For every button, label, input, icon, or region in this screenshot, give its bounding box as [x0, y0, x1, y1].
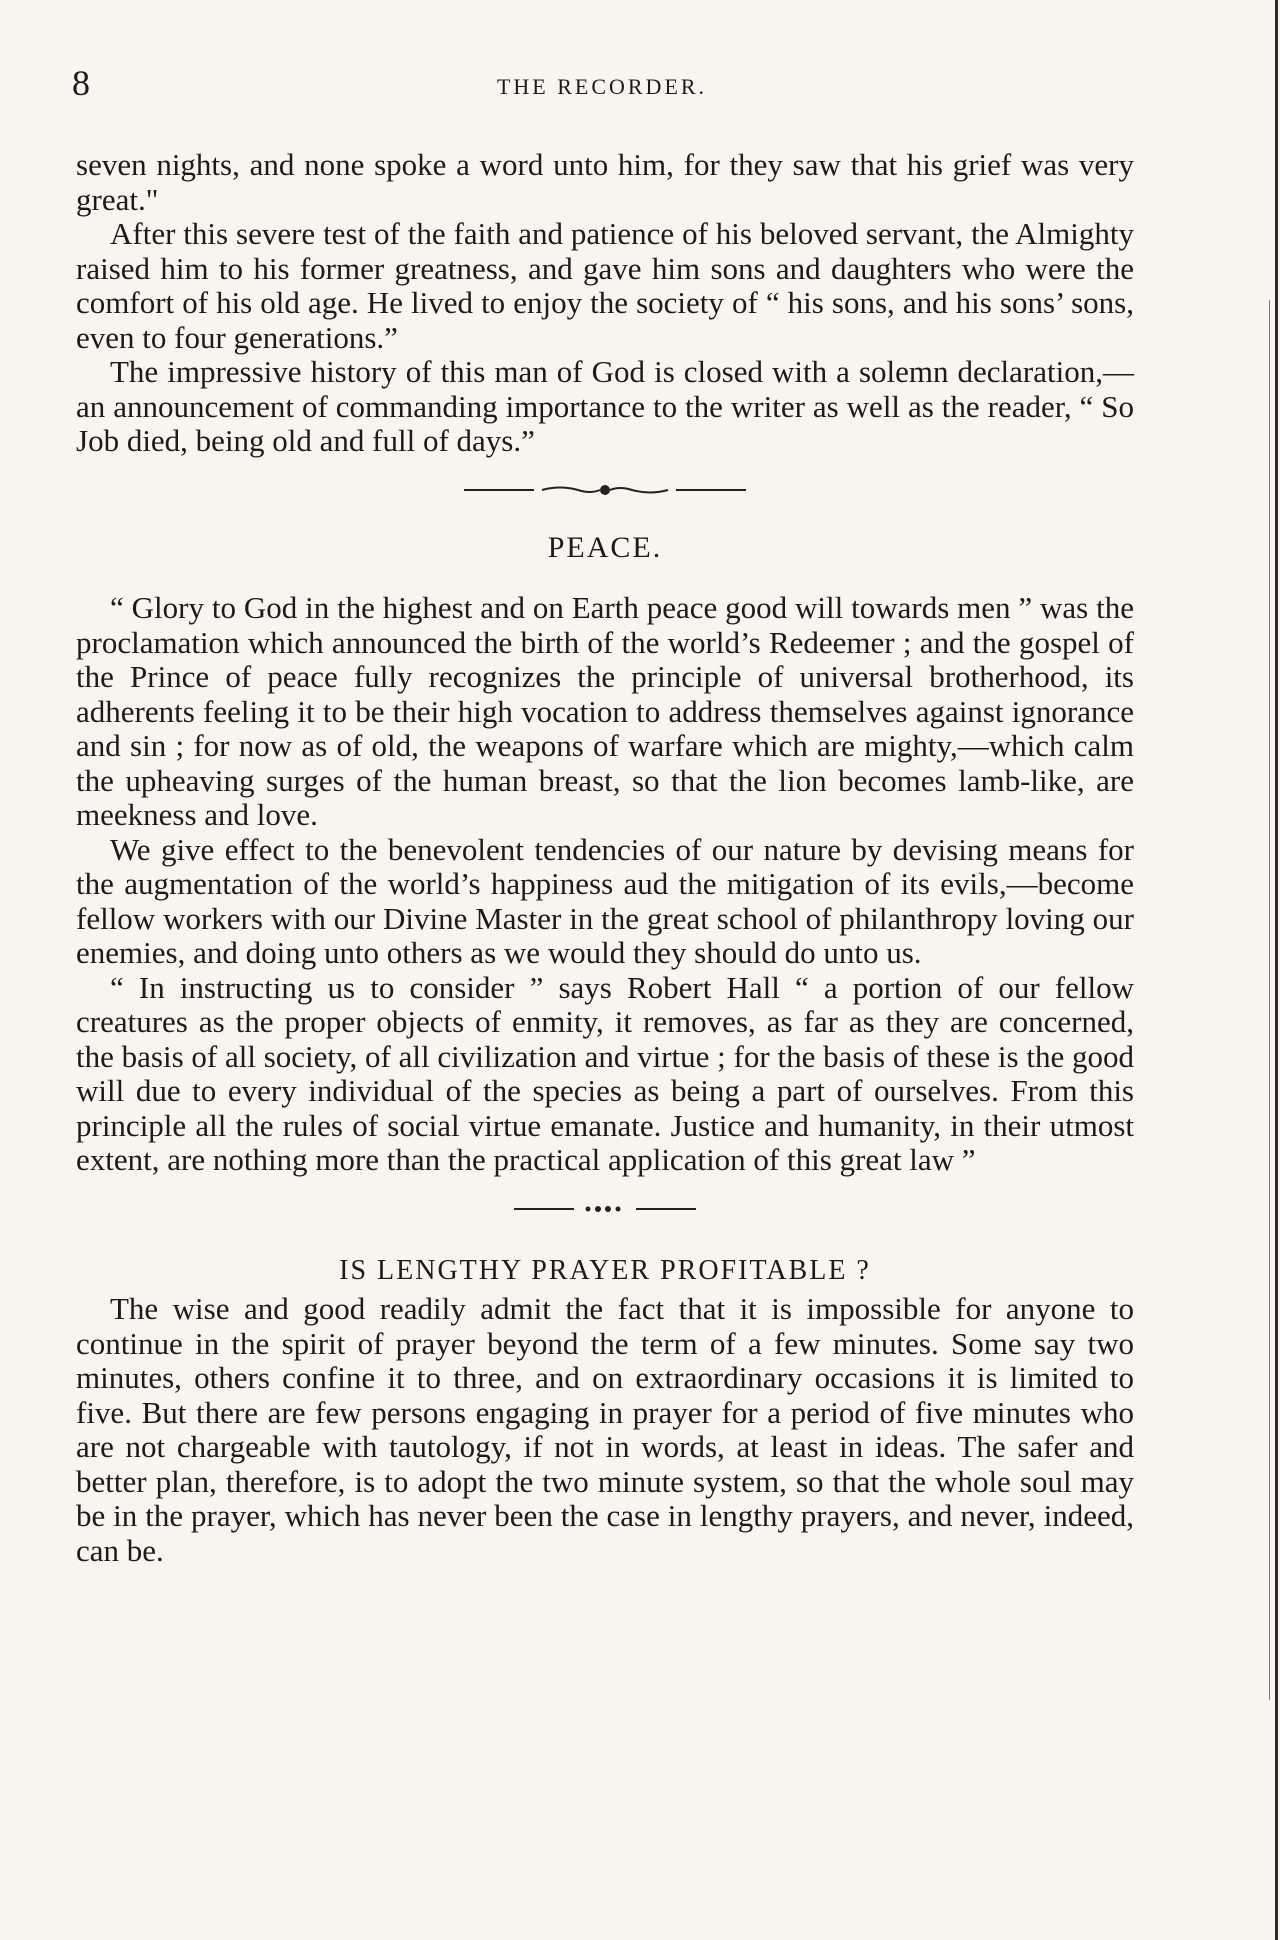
journal-title: THE RECORDER.: [496, 74, 708, 99]
job-paragraph-1: seven nights, and none spoke a word unto him, for they saw that his grief was very great.": [76, 147, 1134, 217]
text-column: [76, 148, 1134, 1568]
page-number: 8: [72, 63, 90, 103]
prayer-paragraph-1: The wise and good readily admit the fact that it is impossible for anyone to continue in the spirit of prayer beyond the term of a few minutes. Some say two minutes, others confine it to three, and on extraordinary occasions it is limited to five. But there are few persons engaging in prayer for a period of five minutes who are not chargeable with tautology, if not in words, at least in ideas. The safer and better plan, therefore, is to adopt the two minute system, so that the whole soul may be in the prayer, which has never been the case in lengthy prayers, and never, indeed, can be.: [76, 1291, 1134, 1568]
divider-rule-right: [676, 489, 746, 491]
dots-ornament-icon: [580, 1204, 630, 1214]
divider-rule-left: [464, 489, 534, 491]
peace-paragraph-1: “ Glory to God in the highest and on Earth peace good will towards men ” was the proclamation which announced the birth of the world’s Redeemer ; and the gospel of the Prince of peace fully recognizes the principle of universal brotherhood, its adherents feeling it to be their high vocation to address themselves against ignorance and sin ; for now as of old, the weapons of warfare which are mighty,—which calm the upheaving surges of the human breast, so that the lion becomes lamb-like, are meekness and love.: [76, 590, 1134, 832]
section-divider-ornament: [76, 459, 1134, 521]
peace-paragraph-2: We give effect to the benevolent tendencies of our nature by devising means for the augmentation of the world’s happiness aud the mitigation of its evils,—become fellow workers with our Divine Master in the great school of philanthropy loving our enemies, and doing unto others as we would they should do unto us.: [76, 831, 1134, 970]
job-paragraph-2: After this severe test of the faith and patience of his beloved servant, the Almighty raised him to his former greatness, and gave him sons and daughters who were the comfort of his old age. He lived to enjoy the society of “ his sons, and his sons’ sons, even to four generations.”: [76, 216, 1134, 355]
peace-paragraph-3: “ In instructing us to consider ” says Robert Hall “ a portion of our fellow creatures as the proper objects of enmity, it removes, as far as they are concerned, the basis of all society, of all civilization and virtue ; for the basis of these is the good will due to every individual of the species as being a part of ourselves. From this principle all the rules of social virtue emanate. Justice and humanity, in their utmost extent, are nothing more than the practical application of this great law ”: [76, 969, 1134, 1177]
peace-heading: PEACE.: [547, 530, 663, 564]
page-edge-line-inner: [1269, 300, 1270, 1700]
running-head: [72, 62, 1132, 110]
job-paragraph-3: The impressive history of this man of God is closed with a solemn declaration,—an announcement of commanding importance to the writer as well as the reader, “ So Job died, being old and full of days.”: [76, 354, 1134, 458]
divider-rule-right-2: [636, 1208, 696, 1210]
section-divider-ornament-2: [76, 1178, 1134, 1240]
divider-rule-left-2: [514, 1208, 574, 1210]
prayer-heading: IS LENGTHY PRAYER PROFITABLE ?: [339, 1254, 871, 1286]
flourish-ornament-icon: [540, 483, 670, 497]
page-edge-line: [1275, 0, 1278, 1940]
